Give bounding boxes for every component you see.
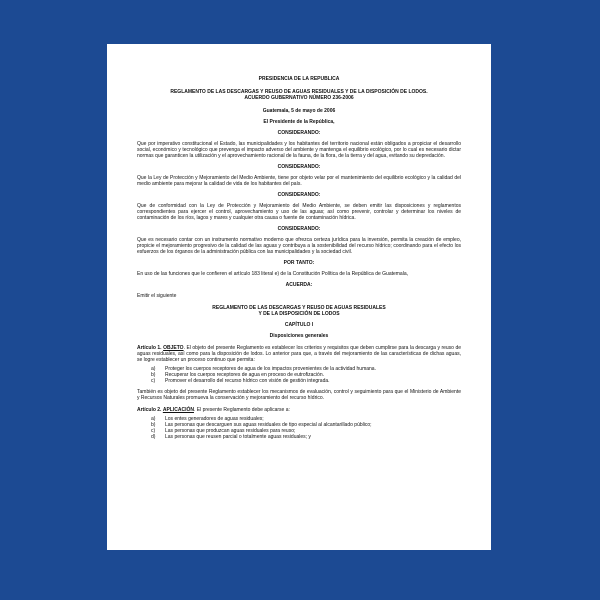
article-1-list [137,366,461,384]
article-2-text: . El presente Reglamento debe aplicarse a: [193,407,290,413]
por-tanto-heading: POR TANTO: [283,260,315,266]
reglamento-title-line-2: Y DE LA DISPOSICIÓN DE LODOS [258,311,340,317]
article-1-name: OBJETO [163,345,184,351]
article-2 [137,407,461,413]
list-item: c) Las personas que produzcan aguas residuales para reuso; [151,428,296,434]
chapter-number: CAPÍTULO I [284,322,314,328]
article-2-label: Artículo 2. [137,407,162,413]
article-2-name: APLICACIÓN [162,407,194,413]
president-line: El Presidente de la República, [263,119,335,125]
acuerda-text: Emitir el siguiente [137,293,177,299]
considerando-heading-1: CONSIDERANDO: [277,130,321,136]
list-item: a) Proteger los cuerpos receptores de agua de los impactos provenientes de la actividad humana. [151,366,376,372]
list-item: a) Los entes generadores de aguas residuales; [151,416,264,422]
article-1-text: . El objeto del presente Reglamento es establecer los criterios y requisitos que deben cumplirse para la descarga y reuso de aguas residuales, así como para la disposición de lodos. Lo anterior para que, a través del mejoramiento de las características de dichas aguas, se logre establecer un proceso continuo que permita: [137,345,462,363]
document-date: Guatemala, 5 de mayo de 2006 [262,108,336,114]
considerando-text-2: Que la Ley de Protección y Mejoramiento del Medio Ambiente, tiene por objeto velar por el mantenimiento del equilibrio ecológico y la calidad del medio ambiente para mejorar la calidad de vida de los habitantes del país. [137,175,461,187]
reglamento-title-line-1: REGLAMENTO DE LAS DESCARGAS Y REUSO DE AGUAS RESIDUALES [212,305,386,311]
acuerda-heading: ACUERDA: [285,282,313,288]
regulation-title [137,89,461,101]
considerando-text-1: Que por imperativo constitucional el Estado, las municipalidades y los habitantes del territorio nacional están obligados a propiciar el desarrollo social, económico y tecnológico que prevenga el impacto adverso del ambiente y mantenga el equilibrio ecológico, por lo cual es necesario dictar normas que garanticen la utilización y el aprovechamiento racional de la fauna, de la flora, de la tierra y del agua, evitando su depredación. [137,141,461,159]
considerando-heading-4: CONSIDERANDO: [277,226,321,232]
article-1 [137,345,461,363]
por-tanto-text: En uso de las funciones que le confieren el artículo 183 literal e) de la Constitución Política de la República de Guatemala, [137,271,408,277]
list-item: d) Las personas que reusen parcial o totalmente aguas residuales; y [151,434,311,440]
reglamento-title [137,305,461,317]
article-1-label: Artículo 1. [137,345,162,351]
list-item: c) Promover el desarrollo del recurso hídrico con visión de gestión integrada. [151,378,330,384]
regulation-title-line-2: ACUERDO GUBERNATIVO NÚMERO 236-2006 [244,95,354,101]
article-2-list [137,416,461,440]
list-item: b) Las personas que descarguen sus aguas residuales de tipo especial al alcantarillado público; [151,422,372,428]
considerando-text-4: Que es necesario contar con un instrumento normativo moderno que ofrezca certeza jurídica para la inversión, permita la creación de empleo, propicie el mejoramiento progresivo de la calidad de las aguas y contribuya a la sostenibilidad del recurso hídrico; coordinando para el efecto los esfuerzos de los órganos de la administración pública con las municipalidades y la sociedad civil. [137,237,461,255]
considerando-heading-2: CONSIDERANDO: [277,164,321,170]
chapter-title: Disposiciones generales [269,333,329,339]
presidency-heading: PRESIDENCIA DE LA REPUBLICA [258,76,340,82]
considerando-text-3: Que de conformidad con la Ley de Protección y Mejoramiento del Medio Ambiente, se deben emitir las disposiciones y reglamentos correspondientes para ejercer el control, aprovechamiento y uso de las aguas; así como prevenir, controlar y determinar los niveles de contaminación de los ríos, lagos y mares y cualquier otra causa o fuente de contaminación hídrica. [137,203,461,221]
list-item: b) Recuperar los cuerpos receptores de agua en proceso de eutrofización. [151,372,324,378]
considerando-heading-3: CONSIDERANDO: [277,192,321,198]
regulation-title-line-1: REGLAMENTO DE LAS DESCARGAS Y REUSO DE AGUAS RESIDUALES Y DE LA DISPOSICIÓN DE LODOS. [170,89,428,95]
article-1-closing: También es objeto del presente Reglamento establecer los mecanismos de evaluación, control y seguimiento para que el Ministerio de Ambiente y Recursos Naturales promueva la conservación y mejoramiento del recurso hídrico. [137,389,461,401]
document-page [107,44,491,550]
